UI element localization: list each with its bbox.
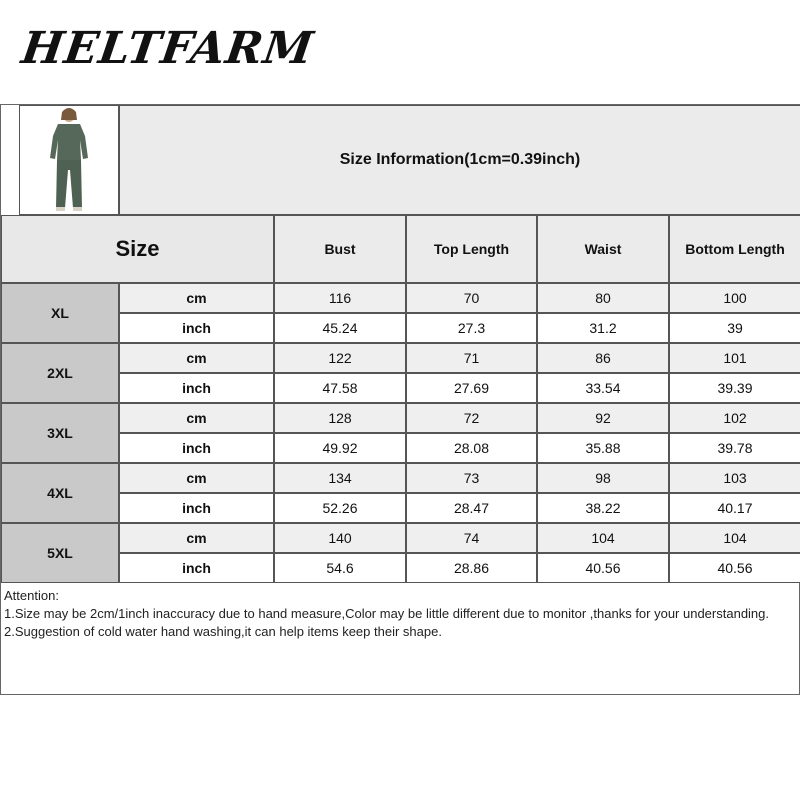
unit-label: inch bbox=[119, 373, 274, 403]
table-cell: 40.17 bbox=[669, 493, 800, 523]
table-cell: 70 bbox=[406, 283, 537, 313]
table-cell: 86 bbox=[537, 343, 669, 373]
size-label: 2XL bbox=[1, 343, 119, 403]
table-cell: 38.22 bbox=[537, 493, 669, 523]
model-figure-image bbox=[29, 106, 109, 214]
brand-logo: HELTFARM bbox=[18, 23, 317, 74]
table-cell: 49.92 bbox=[274, 433, 406, 463]
table-cell: 54.6 bbox=[274, 553, 406, 583]
table-cell: 116 bbox=[274, 283, 406, 313]
table-cell: 39.39 bbox=[669, 373, 800, 403]
table-cell: 28.86 bbox=[406, 553, 537, 583]
size-label: 5XL bbox=[1, 523, 119, 583]
table-cell: 40.56 bbox=[537, 553, 669, 583]
size-label: XL bbox=[1, 283, 119, 343]
table-cell: 27.69 bbox=[406, 373, 537, 403]
unit-label: cm bbox=[119, 343, 274, 373]
table-cell: 28.47 bbox=[406, 493, 537, 523]
table-cell: 33.54 bbox=[537, 373, 669, 403]
size-chart bbox=[0, 104, 800, 695]
unit-label: cm bbox=[119, 403, 274, 433]
column-header-waist: Waist bbox=[537, 215, 669, 283]
attention-notes bbox=[1, 583, 799, 694]
table-cell: 104 bbox=[669, 523, 800, 553]
table-cell: 140 bbox=[274, 523, 406, 553]
table-cell: 45.24 bbox=[274, 313, 406, 343]
table-cell: 35.88 bbox=[537, 433, 669, 463]
table-cell: 98 bbox=[537, 463, 669, 493]
table-cell: 80 bbox=[537, 283, 669, 313]
table-cell: 102 bbox=[669, 403, 800, 433]
attention-line-2: 2.Suggestion of cold water hand washing,it can help items keep their shape. bbox=[4, 624, 442, 639]
table-cell: 47.58 bbox=[274, 373, 406, 403]
table-cell: 128 bbox=[274, 403, 406, 433]
unit-label: cm bbox=[119, 283, 274, 313]
size-label: 3XL bbox=[1, 403, 119, 463]
unit-label: cm bbox=[119, 523, 274, 553]
unit-label: cm bbox=[119, 463, 274, 493]
table-cell: 28.08 bbox=[406, 433, 537, 463]
table-cell: 39 bbox=[669, 313, 800, 343]
table-cell: 73 bbox=[406, 463, 537, 493]
table-cell: 92 bbox=[537, 403, 669, 433]
table-cell: 72 bbox=[406, 403, 537, 433]
table-cell: 101 bbox=[669, 343, 800, 373]
table-cell: 31.2 bbox=[537, 313, 669, 343]
table-cell: 100 bbox=[669, 283, 800, 313]
table-cell: 74 bbox=[406, 523, 537, 553]
product-photo bbox=[19, 105, 119, 215]
table-cell: 40.56 bbox=[669, 553, 800, 583]
unit-label: inch bbox=[119, 313, 274, 343]
size-header: Size bbox=[1, 215, 274, 283]
table-cell: 122 bbox=[274, 343, 406, 373]
column-header-bust: Bust bbox=[274, 215, 406, 283]
column-header-bottom-length: Bottom Length bbox=[669, 215, 800, 283]
column-header-top-length: Top Length bbox=[406, 215, 537, 283]
table-cell: 52.26 bbox=[274, 493, 406, 523]
attention-heading: Attention: bbox=[4, 588, 59, 603]
unit-label: inch bbox=[119, 433, 274, 463]
table-cell: 104 bbox=[537, 523, 669, 553]
table-cell: 71 bbox=[406, 343, 537, 373]
table-cell: 103 bbox=[669, 463, 800, 493]
table-cell: 39.78 bbox=[669, 433, 800, 463]
table-cell: 27.3 bbox=[406, 313, 537, 343]
size-label: 4XL bbox=[1, 463, 119, 523]
unit-label: inch bbox=[119, 553, 274, 583]
unit-label: inch bbox=[119, 493, 274, 523]
table-title: Size Information(1cm=0.39inch) bbox=[119, 105, 800, 215]
attention-line-1: 1.Size may be 2cm/1inch inaccuracy due to hand measure,Color may be little different due to monitor ,thanks for your understanding. bbox=[4, 606, 770, 621]
table-cell: 134 bbox=[274, 463, 406, 493]
